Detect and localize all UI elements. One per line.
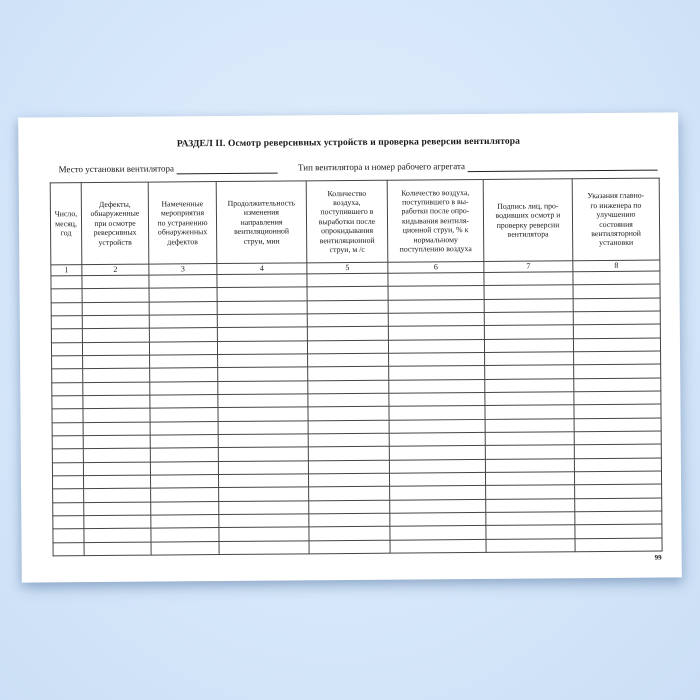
table-cell-empty: [308, 460, 389, 474]
table-cell-empty: [486, 485, 575, 499]
table-cell-empty: [151, 514, 219, 528]
page-number: 99: [654, 553, 662, 562]
table-cell-empty: [309, 486, 390, 500]
table-cell-empty: [485, 352, 574, 366]
column-number: 4: [217, 263, 307, 275]
table-cell-empty: [309, 540, 390, 554]
table-cell-empty: [53, 529, 84, 543]
table-cell-empty: [486, 538, 575, 552]
column-number: 2: [82, 264, 149, 276]
table-cell-empty: [390, 486, 486, 500]
table-cell-empty: [390, 526, 486, 540]
table-cell-empty: [52, 409, 83, 423]
table-cell-empty: [573, 284, 660, 298]
table-cell-empty: [573, 311, 660, 325]
table-cell-empty: [218, 394, 308, 408]
table-cell-empty: [218, 460, 308, 474]
table-cell-empty: [82, 328, 149, 342]
column-number: 1: [51, 265, 82, 276]
table-cell-empty: [218, 380, 308, 394]
table-cell-empty: [388, 286, 484, 300]
table-cell-empty: [52, 436, 83, 450]
column-header-measures: Намеченные мероприятия по устранению обнаруженных дефектов: [148, 182, 217, 265]
table-cell-empty: [218, 407, 308, 421]
table-cell-empty: [575, 498, 662, 512]
table-cell-empty: [218, 420, 308, 434]
table-cell-empty: [575, 484, 662, 498]
table-cell-empty: [83, 395, 150, 409]
table-cell-empty: [149, 288, 217, 302]
table-cell-empty: [52, 356, 83, 370]
column-number: 7: [484, 261, 573, 273]
table-cell-empty: [150, 421, 218, 435]
column-number: 3: [149, 264, 217, 276]
table-cell-empty: [485, 472, 574, 486]
table-cell-empty: [484, 338, 573, 352]
table-cell-empty: [53, 489, 84, 503]
table-cell-empty: [575, 538, 662, 552]
table-cell-empty: [308, 420, 389, 434]
table-cell-empty: [149, 315, 217, 329]
table-cell-empty: [308, 446, 389, 460]
table-cell-empty: [574, 471, 661, 485]
table-cell-empty: [149, 301, 217, 315]
table-cell-empty: [150, 355, 218, 369]
table-cell-empty: [82, 302, 149, 316]
table-cell-empty: [574, 391, 661, 405]
table-cell-empty: [52, 476, 83, 490]
table-cell-empty: [218, 474, 308, 488]
table-cell-empty: [308, 353, 389, 367]
table-cell-empty: [82, 315, 149, 329]
column-header-defects: Дефекты, обнаруженные при осмотре реверсивных устройств: [81, 182, 149, 265]
table-cell-empty: [150, 461, 218, 475]
table-cell-empty: [151, 488, 219, 502]
table-cell-empty: [82, 275, 149, 289]
table-cell-empty: [218, 367, 308, 381]
table-cell-empty: [573, 324, 660, 338]
table-cell-empty: [389, 366, 485, 380]
table-cell-empty: [217, 300, 307, 314]
table-cell-empty: [484, 312, 573, 326]
table-cell-empty: [485, 418, 574, 432]
table-cell-empty: [486, 512, 575, 526]
table-cell-empty: [308, 380, 389, 394]
inspection-table: [50, 178, 663, 557]
table-cell-empty: [574, 378, 661, 392]
table-cell-empty: [484, 298, 573, 312]
table-cell-empty: [51, 329, 82, 343]
table-cell-empty: [388, 339, 484, 353]
table-cell-empty: [149, 328, 217, 342]
table-cell-empty: [218, 434, 308, 448]
table-cell-empty: [388, 326, 484, 340]
table-cell-empty: [485, 405, 574, 419]
table-cell-empty: [219, 500, 309, 514]
table-cell-empty: [390, 499, 486, 513]
table-cell-empty: [308, 366, 389, 380]
table-cell-empty: [83, 368, 150, 382]
table-cell-empty: [389, 459, 485, 473]
table-cell-empty: [307, 327, 388, 341]
table-cell-empty: [84, 515, 151, 529]
column-header-date: Число, месяц, год: [50, 183, 82, 265]
column-number: 8: [573, 260, 660, 272]
table-cell-empty: [52, 369, 83, 383]
table-cell-empty: [53, 502, 84, 516]
table-cell-empty: [575, 511, 662, 525]
table-cell-empty: [307, 313, 388, 327]
table-cell-empty: [84, 502, 151, 516]
table-cell-empty: [83, 408, 150, 422]
table-cell-empty: [219, 514, 309, 528]
column-header-air-percent: Количество воздуха, поступившего в вы- работки после опро- кидывания вентиля- ционной струи, % к нормальному поступлению воздуха: [387, 179, 484, 262]
table-cell-empty: [574, 444, 661, 458]
column-header-signature: Подпись лиц, про- водивших осмотр и проверку реверсии вентилятора: [483, 179, 573, 262]
table-cell-empty: [84, 488, 151, 502]
table-cell-empty: [574, 418, 661, 432]
table-cell-empty: [83, 462, 150, 476]
column-header-duration: Продолжительность изменения направления вентиляционной струи, мин: [216, 181, 307, 264]
table-cell-empty: [82, 342, 149, 356]
table-cell-empty: [390, 539, 486, 553]
table-cell-empty: [573, 271, 660, 285]
table-cell-empty: [575, 524, 662, 538]
table-cell-empty: [389, 419, 485, 433]
table-cell-empty: [307, 340, 388, 354]
table-cell-empty: [485, 392, 574, 406]
table-cell-empty: [484, 325, 573, 339]
table-cell-empty: [486, 498, 575, 512]
table-cell-empty: [219, 527, 309, 541]
table-cell-empty: [218, 354, 308, 368]
column-number: 6: [388, 261, 484, 273]
table-cell-empty: [53, 542, 84, 556]
table-cell-empty: [485, 378, 574, 392]
table-cell-empty: [389, 379, 485, 393]
table-cell-empty: [150, 394, 218, 408]
table-cell-empty: [307, 300, 388, 314]
table-cell-empty: [308, 393, 389, 407]
table-cell-empty: [307, 287, 388, 301]
fan-type-fill-line: [468, 159, 658, 172]
table-cell-empty: [217, 314, 307, 328]
table-cell-empty: [151, 501, 219, 515]
table-cell-empty: [151, 528, 219, 542]
table-cell-empty: [150, 381, 218, 395]
table-cell-empty: [574, 404, 661, 418]
section-title: РАЗДЕЛ II. Осмотр реверсивных устройств и проверка реверсии вентилятора: [176, 136, 520, 150]
table-cell-empty: [219, 540, 309, 554]
column-header-instructions: Указания главно- го инженера по улучшению состояния вентиляторной установки: [572, 178, 660, 261]
table-cell-empty: [309, 513, 390, 527]
table-cell-empty: [217, 340, 307, 354]
table-cell-empty: [84, 528, 151, 542]
table-cell-empty: [218, 447, 308, 461]
table-cell-empty: [150, 434, 218, 448]
table-cell-empty: [573, 298, 660, 312]
table-cell-empty: [53, 516, 84, 530]
table-cell-empty: [485, 365, 574, 379]
table-cell-empty: [388, 272, 484, 286]
table-cell-empty: [52, 396, 83, 410]
table-cell-empty: [389, 392, 485, 406]
table-cell-empty: [307, 273, 388, 287]
table-cell-empty: [150, 368, 218, 382]
table-cell-empty: [83, 355, 150, 369]
fan-type-label: Тип вентилятора и номер рабочего агрегата: [297, 161, 466, 173]
table-cell-empty: [51, 276, 82, 290]
table-cell-empty: [389, 472, 485, 486]
table-cell-empty: [390, 512, 486, 526]
table-cell-empty: [51, 342, 82, 356]
table-cell-empty: [389, 446, 485, 460]
table-cell-empty: [150, 448, 218, 462]
table-cell-empty: [388, 299, 484, 313]
table-cell-empty: [485, 445, 574, 459]
table-cell-empty: [83, 448, 150, 462]
column-number: 5: [307, 262, 388, 274]
table-cell-empty: [52, 382, 83, 396]
table-cell-empty: [389, 432, 485, 446]
fill-in-row: [59, 158, 658, 176]
table-cell-empty: [486, 525, 575, 539]
table-cell-empty: [389, 352, 485, 366]
table-header-row: [50, 178, 660, 265]
table-cell-empty: [149, 275, 217, 289]
table-cell-empty: [51, 302, 82, 316]
table-cell-empty: [574, 364, 661, 378]
table-cell-empty: [573, 338, 660, 352]
table-cell-empty: [151, 541, 219, 555]
table-cell-empty: [82, 288, 149, 302]
table-cell-empty: [484, 272, 573, 286]
table-cell-empty: [574, 431, 661, 445]
table-cell-empty: [219, 487, 309, 501]
table-cell-empty: [308, 433, 389, 447]
table-cell-empty: [574, 351, 661, 365]
table-cell-empty: [51, 316, 82, 330]
fan-location-label: Место установки вентилятора: [58, 163, 175, 175]
fan-location-fill-line: [177, 162, 278, 175]
document-page: [18, 112, 682, 582]
table-cell-empty: [52, 422, 83, 436]
table-cell-empty: [308, 473, 389, 487]
table-cell-empty: [309, 500, 390, 514]
table-cell-empty: [150, 474, 218, 488]
table-cell-empty: [52, 462, 83, 476]
table-cell-empty: [574, 458, 661, 472]
column-header-air-volume: Количество воздуха, поступившего в выработки после опрокидывания вентиляционной струи, м /с: [306, 180, 388, 263]
table-cell-empty: [51, 289, 82, 303]
table-cell-empty: [52, 449, 83, 463]
table-cell-empty: [485, 432, 574, 446]
table-cell-empty: [83, 435, 150, 449]
table-cell-empty: [83, 382, 150, 396]
table-cell-empty: [308, 406, 389, 420]
table-cell-empty: [149, 341, 217, 355]
table-cell-empty: [83, 475, 150, 489]
table-cell-empty: [217, 287, 307, 301]
table-cell-empty: [389, 406, 485, 420]
table-cell-empty: [309, 526, 390, 540]
table-cell-empty: [150, 408, 218, 422]
table-cell-empty: [217, 327, 307, 341]
table-cell-empty: [388, 312, 484, 326]
table-cell-empty: [217, 274, 307, 288]
table-cell-empty: [484, 285, 573, 299]
table-cell-empty: [83, 422, 150, 436]
table-cell-empty: [485, 458, 574, 472]
table-cell-empty: [84, 542, 151, 556]
